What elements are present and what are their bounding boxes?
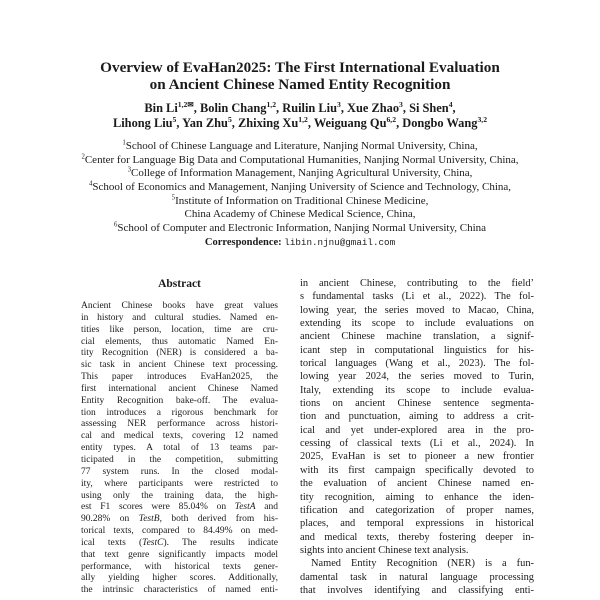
superscript: 4 [88, 180, 93, 188]
text-line: that text genre significantly impacts model [81, 549, 278, 560]
text-line: est F1 scores were 85.04% on TestA and [81, 502, 278, 513]
text-line: assessing NER performance across histori- [81, 419, 278, 430]
superscript: 3,2 [477, 114, 488, 124]
text-line: s fundamental tasks (Li et al., 2022). The fol- [300, 291, 534, 303]
superscript: 6 [113, 221, 118, 229]
text-line: icant step in computational linguistics for his- [300, 344, 534, 356]
text-line: torical texts, compared to 84.49% on med- [81, 526, 278, 537]
text-line: Correspondence: libin.njnu@gmail.com [204, 237, 396, 249]
text-line: 2025, EvaHan is set to pioneer a new frontier [300, 451, 534, 463]
superscript: 1 [122, 139, 126, 147]
text-line: the intrinsic characteristics of named enti- [81, 585, 278, 596]
abstract-section [81, 278, 278, 597]
text-line: ical and yet under-explored area in the pro- [300, 424, 534, 436]
text-line: torical languages (Wang et al., 2023). The fol- [300, 358, 534, 370]
text-line: Ancient Chinese books have great values [81, 301, 278, 311]
superscript: 1,2✉ [177, 99, 194, 109]
superscript: 1,2 [298, 114, 308, 124]
text-line: 90.28% on TestB, both derived from his- [81, 514, 278, 525]
text-line: lowing year 2024, the series moved to Turin, [300, 371, 534, 383]
text-line: using only the training data, the high- [81, 490, 278, 501]
text-line: extending its scope to include evaluations on [300, 318, 534, 330]
paper-header [0, 59, 600, 249]
text-line: $^5$Institute of Information on Traditional Chinese Medicine, [171, 193, 429, 207]
paper-title [0, 59, 600, 94]
text-line: that involves identifying and classifying enti- [300, 584, 534, 596]
text-line: performance, with historical texts gener- [81, 561, 278, 572]
text-line: tions on ancient Chinese sentence segmenta- [300, 398, 534, 410]
text-line: Lihong Liu$^5$, Yan Zhu$^5$, Zhixing Xu$^{1,2}$, Weiguang Qu$^{6,2}$, Dongbo Wang$^{3,2}$ [112, 114, 488, 131]
text-line: places, and temporal expressions in historical [300, 518, 534, 530]
text-line: entity types. A total of 13 teams par- [81, 443, 278, 454]
text-line: 77 system runs. In the closed modal- [81, 466, 278, 477]
text-line: tion introduces a rigorous benchmark for [81, 407, 278, 418]
text-line: cessing of classical texts (Li et al., 2024). In [300, 438, 534, 450]
affiliation-list [0, 140, 600, 235]
text-line: ical texts (TestC). The results indicate [81, 537, 278, 548]
text-line: Entity Recognition bake-off. The evalua- [81, 395, 278, 406]
text-line: sights into ancient Chinese text analysis. [300, 544, 469, 556]
text-line: the evaluation of ancient Chinese named en- [300, 478, 534, 490]
text-line: on Ancient Chinese Named Entity Recognition [149, 76, 451, 94]
text-line: sic task in ancient Chinese text processing. [81, 360, 278, 371]
text-line: tity Recognition (NER) is considered a ba- [81, 348, 278, 359]
email-address: libin.njnu@gmail.com [284, 237, 396, 249]
text-line: tities like person, location, time are cru- [81, 324, 278, 335]
text-line: Bin $Li^{1,2✉}$, Bolin Chang$^{1,2}$, Ruilin Liu$^3$, Xue Zhao$^3$, Si Shen$^4$, [144, 99, 456, 115]
text-line: tification and categorization of proper names, [300, 504, 534, 516]
text-line: tity recognition, aiming to enhance the iden- [300, 491, 534, 503]
text-line: $^6$School of Computer and Electronic Information, Nanjing Normal University, China [113, 221, 487, 234]
superscript: 5 [227, 114, 232, 124]
text-line: $^3$College of Information Management, Nanjing Agricultural University, China, [127, 166, 473, 180]
superscript: 6,2 [386, 114, 397, 124]
author-list [0, 101, 600, 131]
text-line: Overview of EvaHan2025: The First International Evaluation [100, 59, 500, 76]
text-line: in ancient Chinese, contributing to the field’ [300, 278, 534, 289]
superscript: 4 [448, 99, 453, 109]
abstract-heading: Abstract [158, 278, 201, 290]
text-line: $^4$School of Economics and Management, Nanjing University of Science and Technology, China, [88, 180, 512, 193]
correspondence-line [0, 236, 600, 249]
text-line: $^1$School of Chinese Language and Literature, Nanjing Normal University, China, [122, 139, 478, 153]
superscript: 5 [172, 114, 177, 124]
abstract-body [81, 301, 278, 597]
text-line: first international ancient Chinese Named [81, 383, 278, 394]
text-line: ally yielding higher scores. Additionally, [81, 573, 278, 584]
text-line: in history and cultural studies. Named en- [81, 312, 278, 323]
superscript: 3 [399, 99, 403, 109]
superscript: 5 [171, 193, 176, 201]
superscript: 3 [127, 166, 131, 174]
text-line: Named Entity Recognition (NER) is a fun- [311, 558, 534, 570]
text-line: ancient Chinese machine translation, a signif- [300, 331, 534, 343]
text-line: damental task in natural language processing [300, 571, 534, 583]
text-line: lowing year, the series moved to Macao, China, [300, 304, 534, 316]
text-line: and medical texts, thereby fostering deeper in- [300, 531, 534, 543]
text-line: tion and punctuation, aiming to address a crit- [300, 411, 534, 423]
text-line: ity, where participants were restricted to [81, 478, 278, 489]
text-line: with its first campaign specifically devoted to [300, 464, 534, 476]
text-line: Italy, extending its scope to include evalua- [300, 384, 534, 396]
text-line: $^2$Center for Language Big Data and Computational Humanities, Nanjing Normal University, China, [81, 153, 519, 166]
text-line: cial elements, thus automatic Named En- [81, 336, 278, 347]
superscript: 2 [81, 153, 85, 161]
text-line: cal and medical texts, covering 12 named [81, 431, 278, 442]
superscript: 1,2 [266, 99, 277, 109]
text-line: This paper introduces EvaHan2025, the [81, 372, 278, 383]
introduction-column [300, 277, 534, 597]
superscript: 3 [337, 99, 341, 109]
text-line: China Academy of Chinese Medical Science, China, [184, 208, 416, 221]
text-line: ticipated in the competition, submitting [81, 454, 278, 465]
